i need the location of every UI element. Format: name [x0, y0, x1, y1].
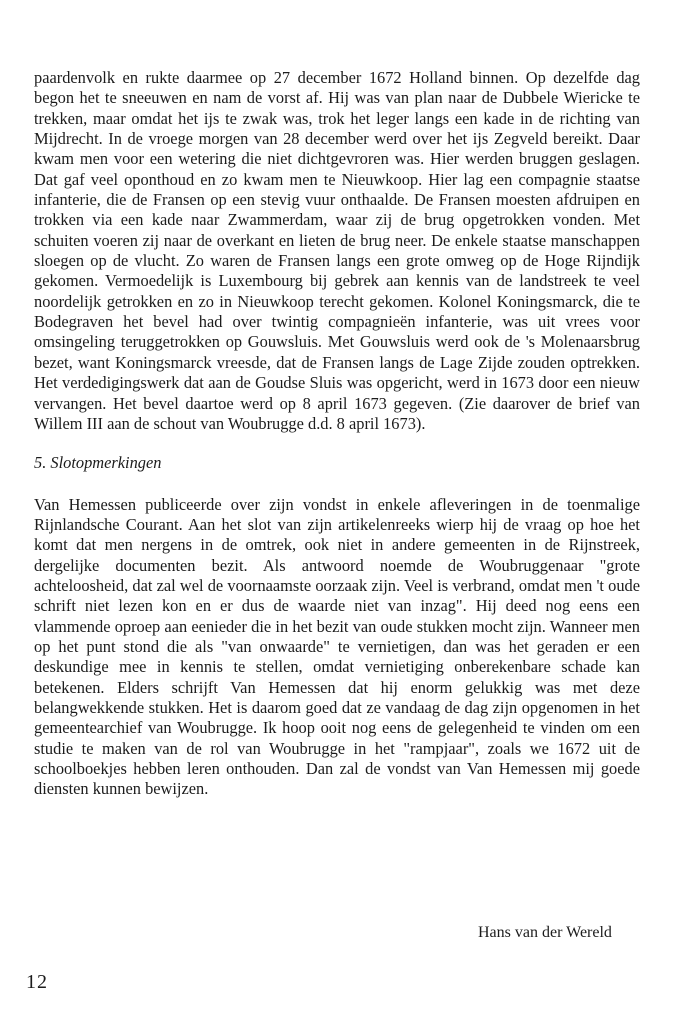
page-number: 12: [26, 971, 48, 993]
document-body: [34, 68, 640, 800]
section-heading: 5. Slotopmerkingen: [34, 453, 162, 473]
author-signature: Hans van der Wereld: [478, 924, 612, 941]
paragraph-1: paardenvolk en rukte daarmee op 27 december 1672 Holland binnen. Op dezelfde dag begon het te sneeuwen en nam de vorst af. Hij was van plan naar de Dubbele Wiericke te trekken, maar omdat het ijs te zwak was, trok het leger langs een kade in de richting van Mijdrecht. In de vroege morgen van 28 december werd over het ijs Zegveld bereikt. Daar kwam men voor een wetering die niet dichtgevroren was. Hier werden bruggen geslagen. Dat gaf veel oponthoud en zo kwam men te Nieuwkoop. Hier lag een compagnie staatse infanterie, die de Fransen op een stevig vuur onthaalde. De Fransen moesten afdruipen en trokken via een kade naar Zwammerdam, waar zij de brug opgetrokken vonden. Met schuiten voeren zij naar de overkant en lieten de brug neer. De enkele staatse manschappen sloegen op de vlucht. Zo waren de Fransen langs een grote omweg op de Hoge Rijndijk gekomen. Vermoedelijk is Luxembourg bij gebrek aan kennis van de landstreek te veel noordelijk getrokken en zo in Nieuwkoop terecht gekomen. Kolonel Koningsmarck, die te Bodegraven het bevel had over twintig compagnieën infanterie, was uit vrees voor omsingeling teruggetrokken op Gouwsluis. Met Gouwsluis werd ook de 's Molenaarsbrug bezet, want Koningsmarck vreesde, dat de Fransen langs de Lage Zijde zouden optrekken. Het verdedigingswerk dat aan de Goudse Sluis was opgericht, werd in 1673 door een nieuw vervangen. Het bevel daartoe werd op 8 april 1673 gegeven. (Zie daarover de brief van Willem III aan de schout van Woubrugge d.d. 8 april 1673).: [34, 68, 640, 433]
paragraph-2: Van Hemessen publiceerde over zijn vondst in enkele afleveringen in de toenmalige Rijnlandsche Courant. Aan het slot van zijn artikelenreeks wierp hij de vraag op hoe het komt dat men nergens in de omtrek, ook niet in andere gemeenten in de Rijnstreek, dergelijke documenten bezit. Als antwoord noemde de Woubruggenaar "grote achteloosheid, dat zal wel de voornaamste oorzaak zijn. Veel is verbrand, omdat men 't oude schrift niet lezen kon en er dus de waarde niet van inzag". Hij deed nog eens een vlammende oproep aan eenieder die in het bezit van oude stukken mocht zijn. Wanneer men op het punt stond die als "van onwaarde" te vernietigen, dan was het geraden er een deskundige mee in kennis te stellen, omdat vernietiging onberekenbare schade kan betekenen. Elders schrijft Van Hemessen dat hij enorm gelukkig was met deze belangwekkende stukken. Het is daarom goed dat ze vandaag de dag zijn opgenomen in het gemeentearchief van Woubrugge. Ik hoop ooit nog eens de gelegenheid te vinden om een studie te maken van de rol van Woubrugge in het "rampjaar", zoals we 1672 uit de schoolboekjes hebben leren onthouden. Dan zal de vondst van Van Hemessen mij goede diensten kunnen bewijzen.: [34, 494, 640, 799]
